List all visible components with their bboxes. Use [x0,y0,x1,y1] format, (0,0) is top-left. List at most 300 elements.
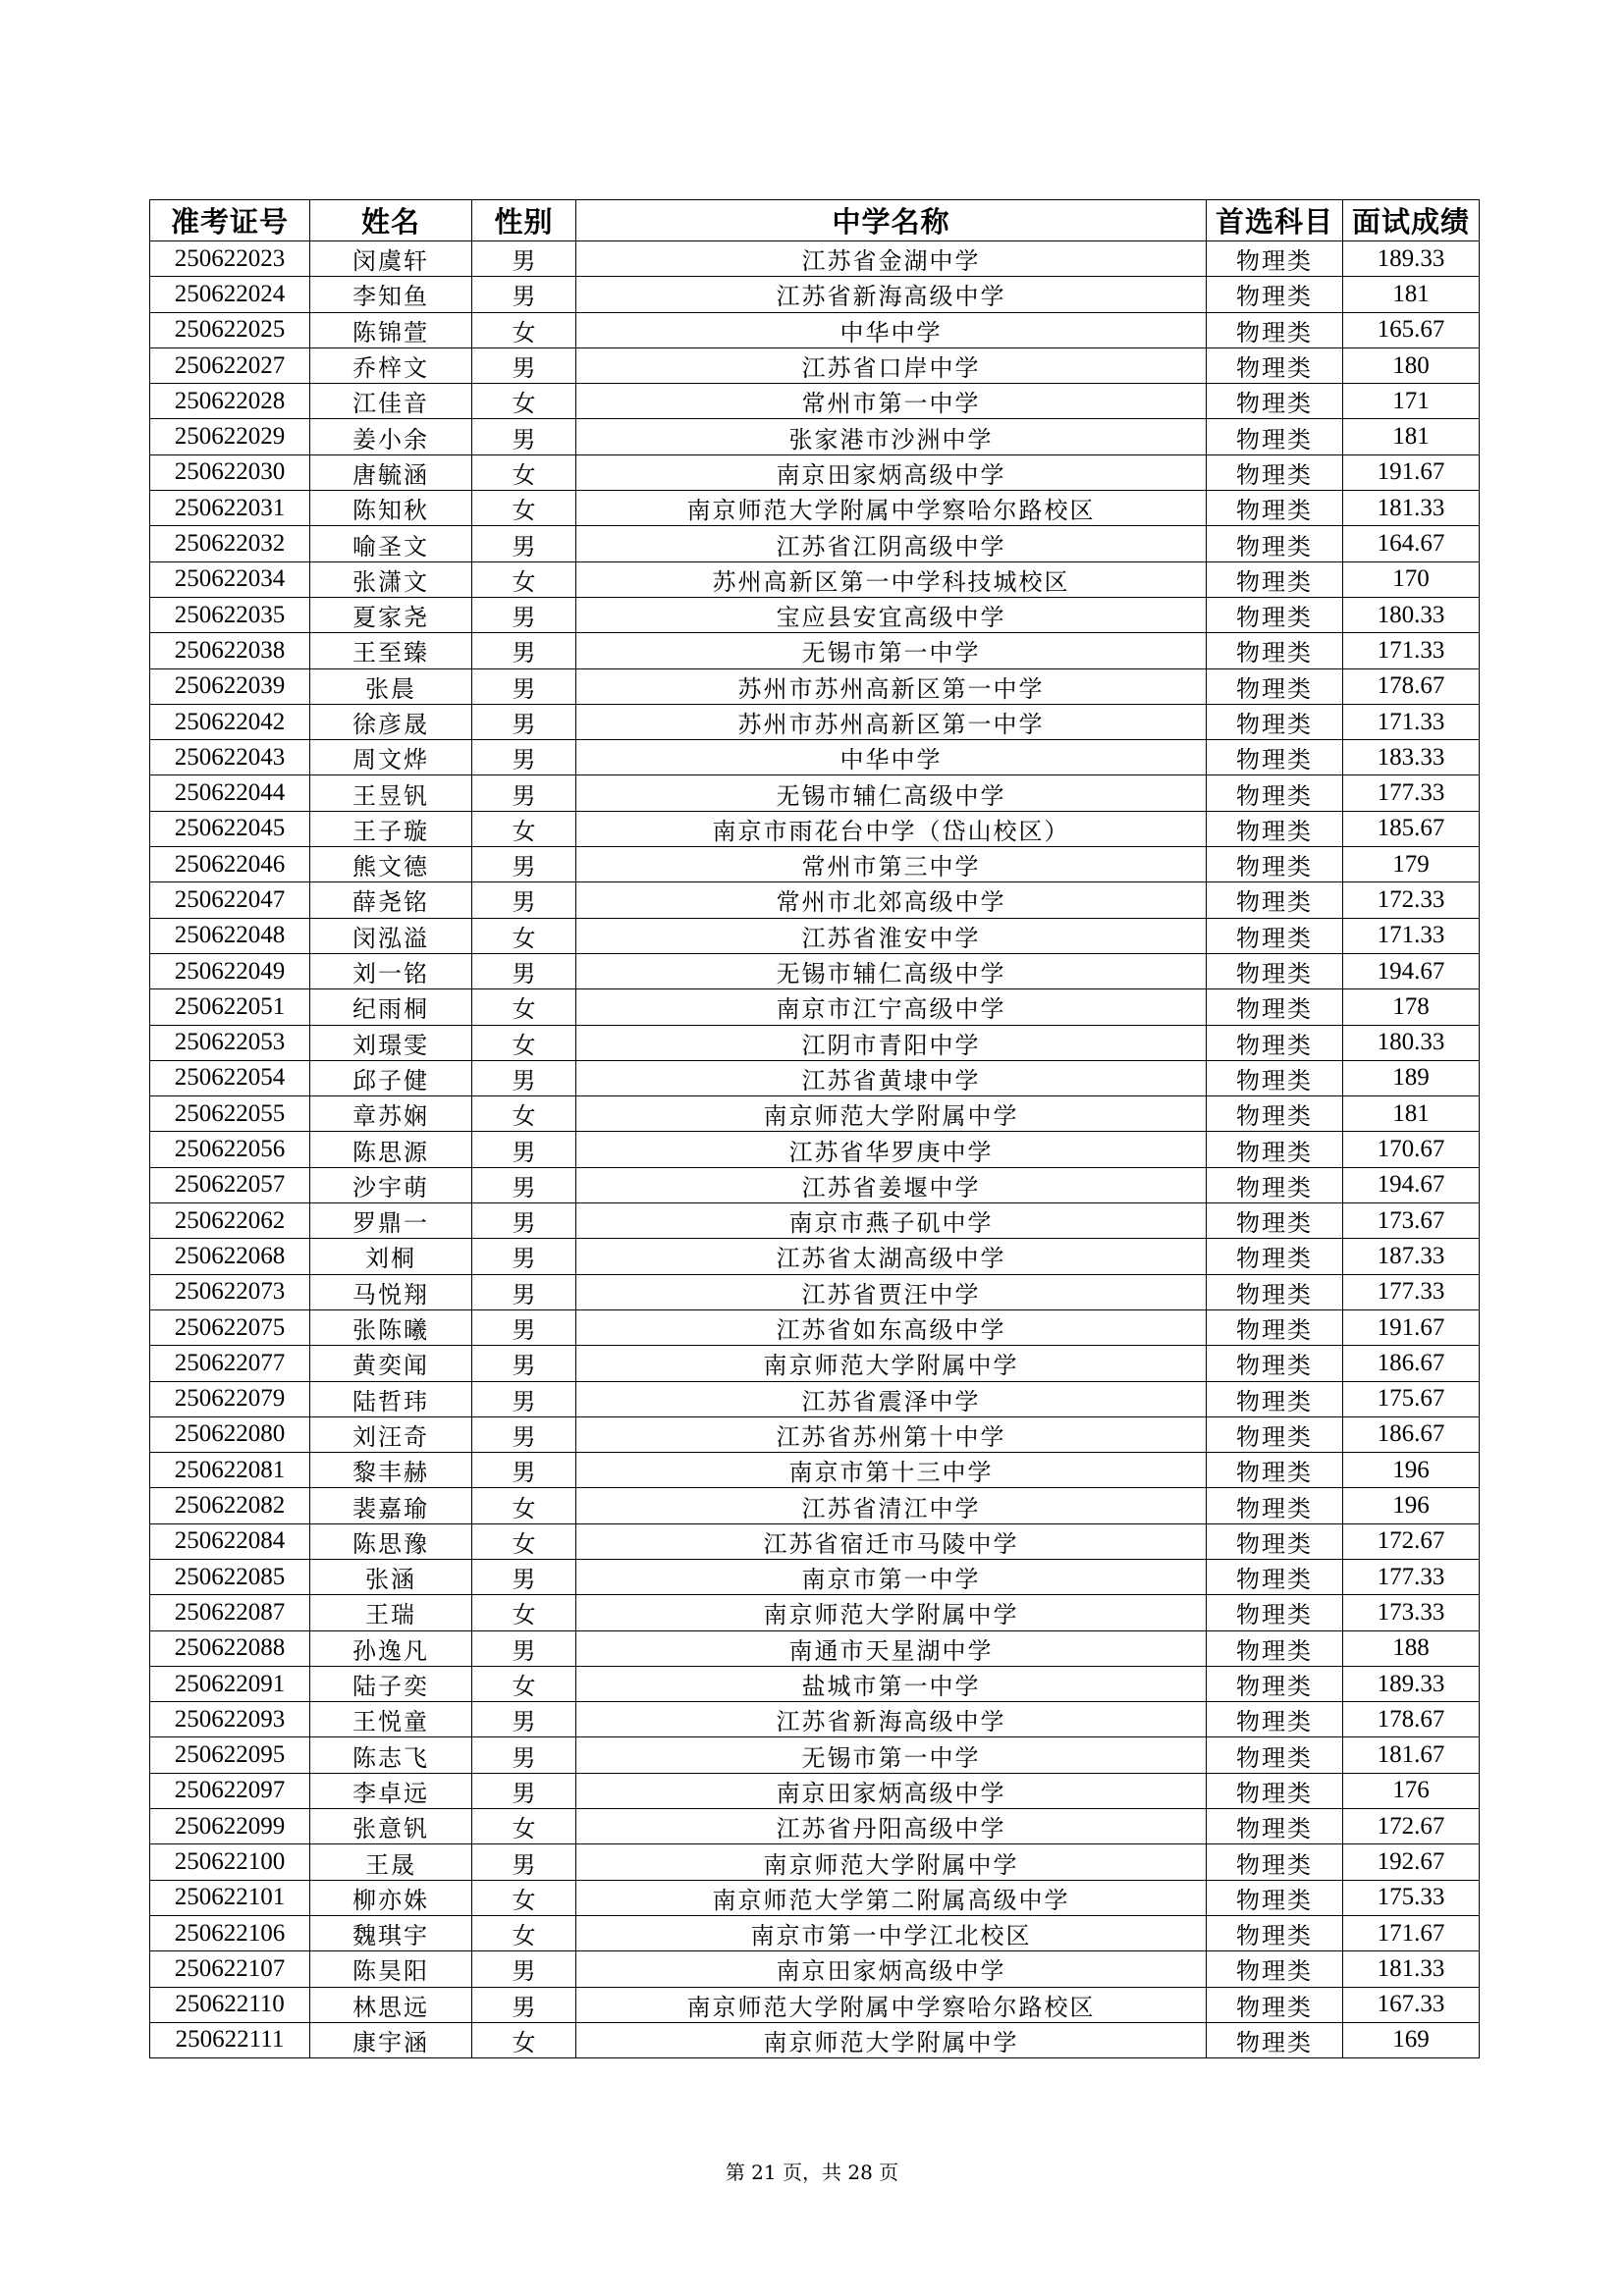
exam-id-cell: 250622077 [150,1346,310,1381]
exam-id-cell: 250622044 [150,775,310,811]
table-row [150,526,1480,561]
table-row [150,1132,1480,1167]
table-row [150,1523,1480,1559]
gender-cell: 女 [472,1595,576,1630]
score-cell: 187.33 [1343,1239,1480,1274]
name-cell: 王昱钒 [310,775,472,811]
score-cell: 177.33 [1343,775,1480,811]
exam-id-cell: 250622080 [150,1416,310,1452]
gender-cell: 男 [472,1737,576,1773]
name-cell: 张陈曦 [310,1309,472,1345]
subject-cell: 物理类 [1207,1773,1343,1808]
gender-cell: 男 [472,597,576,632]
gender-cell: 男 [472,1239,576,1274]
name-cell: 黄奕闻 [310,1346,472,1381]
table-row [150,1666,1480,1701]
score-cell: 192.67 [1343,1844,1480,1880]
school-cell: 盐城市第一中学 [576,1666,1207,1701]
subject-cell: 物理类 [1207,989,1343,1025]
exam-id-cell: 250622027 [150,347,310,383]
subject-cell: 物理类 [1207,1951,1343,1987]
name-cell: 李知鱼 [310,277,472,312]
school-cell: 南京师范大学附属中学 [576,2022,1207,2057]
subject-cell: 物理类 [1207,1523,1343,1559]
subject-cell: 物理类 [1207,384,1343,419]
results-table [149,199,1480,2058]
exam-id-cell: 250622062 [150,1203,310,1239]
score-cell: 176 [1343,1773,1480,1808]
table-row [150,241,1480,277]
gender-cell: 男 [472,1559,576,1594]
gender-cell: 男 [472,1346,576,1381]
table-row [150,1346,1480,1381]
exam-id-cell: 250622046 [150,847,310,882]
gender-cell: 男 [472,419,576,454]
school-cell: 江阴市青阳中学 [576,1025,1207,1060]
school-cell: 宝应县安宜高级中学 [576,597,1207,632]
subject-cell: 物理类 [1207,1203,1343,1239]
exam-id-cell: 250622054 [150,1060,310,1095]
gender-cell: 男 [472,1203,576,1239]
score-cell: 188 [1343,1630,1480,1666]
exam-id-cell: 250622106 [150,1915,310,1950]
score-cell: 191.67 [1343,1309,1480,1345]
gender-cell: 男 [472,1844,576,1880]
subject-cell: 物理类 [1207,740,1343,775]
name-cell: 沙宇萌 [310,1167,472,1202]
score-cell: 171.33 [1343,633,1480,668]
subject-cell: 物理类 [1207,882,1343,918]
subject-cell: 物理类 [1207,918,1343,953]
score-cell: 169 [1343,2022,1480,2057]
subject-cell: 物理类 [1207,1309,1343,1345]
subject-cell: 物理类 [1207,597,1343,632]
table-row [150,1453,1480,1488]
school-cell: 江苏省姜堰中学 [576,1167,1207,1202]
table-row [150,1167,1480,1202]
score-cell: 170.67 [1343,1132,1480,1167]
school-cell: 江苏省如东高级中学 [576,1309,1207,1345]
gender-cell: 男 [472,668,576,704]
subject-cell: 物理类 [1207,1702,1343,1737]
table-row [150,491,1480,526]
gender-cell: 男 [472,1060,576,1095]
name-cell: 刘汪奇 [310,1416,472,1452]
subject-cell: 物理类 [1207,704,1343,739]
exam-id-cell: 250622047 [150,882,310,918]
score-cell: 183.33 [1343,740,1480,775]
table-row [150,882,1480,918]
exam-id-cell: 250622110 [150,1987,310,2022]
score-cell: 177.33 [1343,1274,1480,1309]
exam-id-cell: 250622031 [150,491,310,526]
table-row [150,1915,1480,1950]
score-cell: 180.33 [1343,1025,1480,1060]
exam-id-cell: 250622101 [150,1880,310,1915]
name-cell: 江佳音 [310,384,472,419]
subject-cell: 物理类 [1207,811,1343,846]
name-cell: 陆子奕 [310,1666,472,1701]
table-row [150,704,1480,739]
school-cell: 南京市第一中学江北校区 [576,1915,1207,1950]
exam-id-cell: 250622100 [150,1844,310,1880]
gender-cell: 男 [472,1416,576,1452]
score-cell: 189 [1343,1060,1480,1095]
score-cell: 165.67 [1343,312,1480,347]
score-cell: 181.33 [1343,491,1480,526]
subject-cell: 物理类 [1207,561,1343,597]
table-row [150,1595,1480,1630]
score-cell: 171 [1343,384,1480,419]
table-row [150,918,1480,953]
exam-id-cell: 250622079 [150,1381,310,1416]
gender-cell: 男 [472,277,576,312]
exam-id-cell: 250622099 [150,1809,310,1844]
name-cell: 薛尧铭 [310,882,472,918]
gender-cell: 男 [472,847,576,882]
gender-cell: 女 [472,1809,576,1844]
table-row [150,740,1480,775]
subject-cell: 物理类 [1207,1346,1343,1381]
score-cell: 171.67 [1343,1915,1480,1950]
table-row [150,1987,1480,2022]
subject-cell: 物理类 [1207,454,1343,490]
name-cell: 李卓远 [310,1773,472,1808]
score-cell: 186.67 [1343,1346,1480,1381]
score-cell: 172.33 [1343,882,1480,918]
school-cell: 江苏省清江中学 [576,1488,1207,1523]
exam-id-cell: 250622029 [150,419,310,454]
gender-cell: 男 [472,1773,576,1808]
table-row [150,1559,1480,1594]
exam-id-cell: 250622084 [150,1523,310,1559]
gender-cell: 男 [472,953,576,988]
name-cell: 陈昊阳 [310,1951,472,1987]
school-cell: 常州市第一中学 [576,384,1207,419]
gender-cell: 男 [472,1951,576,1987]
table-row [150,312,1480,347]
subject-cell: 物理类 [1207,1488,1343,1523]
exam-id-cell: 250622111 [150,2022,310,2057]
table-row [150,1773,1480,1808]
table-row [150,1274,1480,1309]
name-cell: 纪雨桐 [310,989,472,1025]
exam-id-cell: 250622053 [150,1025,310,1060]
gender-cell: 女 [472,1096,576,1132]
name-cell: 王子璇 [310,811,472,846]
school-cell: 苏州高新区第一中学科技城校区 [576,561,1207,597]
school-cell: 南京师范大学第二附属高级中学 [576,1880,1207,1915]
table-row [150,775,1480,811]
score-cell: 173.67 [1343,1203,1480,1239]
table-body [150,241,1480,2058]
gender-cell: 女 [472,1915,576,1950]
exam-id-cell: 250622034 [150,561,310,597]
school-cell: 苏州市苏州高新区第一中学 [576,668,1207,704]
table-row [150,1416,1480,1452]
exam-id-cell: 250622049 [150,953,310,988]
name-cell: 陈锦萱 [310,312,472,347]
school-cell: 江苏省太湖高级中学 [576,1239,1207,1274]
score-cell: 173.33 [1343,1595,1480,1630]
name-cell: 孙逸凡 [310,1630,472,1666]
name-cell: 裴嘉瑜 [310,1488,472,1523]
exam-id-cell: 250622042 [150,704,310,739]
gender-cell: 男 [472,241,576,277]
score-cell: 171.33 [1343,918,1480,953]
subject-cell: 物理类 [1207,1987,1343,2022]
score-cell: 191.67 [1343,454,1480,490]
subject-cell: 物理类 [1207,2022,1343,2057]
gender-cell: 男 [472,740,576,775]
subject-cell: 物理类 [1207,277,1343,312]
exam-id-cell: 250622081 [150,1453,310,1488]
gender-cell: 女 [472,384,576,419]
table-row [150,1844,1480,1880]
name-cell: 柳亦姝 [310,1880,472,1915]
gender-cell: 女 [472,811,576,846]
name-cell: 张意钒 [310,1809,472,1844]
school-cell: 南京师范大学附属中学察哈尔路校区 [576,1987,1207,2022]
exam-id-cell: 250622035 [150,597,310,632]
exam-id-cell: 250622023 [150,241,310,277]
school-cell: 江苏省华罗庚中学 [576,1132,1207,1167]
name-cell: 王至臻 [310,633,472,668]
school-cell: 江苏省新海高级中学 [576,1702,1207,1737]
table-row [150,1702,1480,1737]
gender-cell: 女 [472,561,576,597]
school-cell: 南京市雨花台中学（岱山校区） [576,811,1207,846]
gender-cell: 女 [472,454,576,490]
school-cell: 江苏省口岸中学 [576,347,1207,383]
gender-cell: 男 [472,1453,576,1488]
exam-id-cell: 250622038 [150,633,310,668]
score-cell: 171.33 [1343,704,1480,739]
score-cell: 178.67 [1343,1702,1480,1737]
school-cell: 南京市第一中学 [576,1559,1207,1594]
score-cell: 179 [1343,847,1480,882]
subject-cell: 物理类 [1207,1096,1343,1132]
score-cell: 172.67 [1343,1809,1480,1844]
exam-id-cell: 250622030 [150,454,310,490]
table-row [150,1060,1480,1095]
exam-id-cell: 250622107 [150,1951,310,1987]
gender-cell: 女 [472,491,576,526]
subject-cell: 物理类 [1207,1025,1343,1060]
name-cell: 唐毓涵 [310,454,472,490]
subject-cell: 物理类 [1207,633,1343,668]
school-cell: 南京师范大学附属中学 [576,1096,1207,1132]
gender-cell: 男 [472,1274,576,1309]
subject-cell: 物理类 [1207,1915,1343,1950]
name-cell: 陈志飞 [310,1737,472,1773]
table-row [150,384,1480,419]
table-row [150,1951,1480,1987]
gender-cell: 男 [472,526,576,561]
score-cell: 172.67 [1343,1523,1480,1559]
gender-cell: 男 [472,1167,576,1202]
subject-cell: 物理类 [1207,1666,1343,1701]
table-row [150,1025,1480,1060]
school-cell: 江苏省金湖中学 [576,241,1207,277]
exam-id-cell: 250622051 [150,989,310,1025]
school-cell: 无锡市第一中学 [576,1737,1207,1773]
table-row [150,953,1480,988]
header-gender: 性别 [472,200,576,241]
table-row [150,1630,1480,1666]
subject-cell: 物理类 [1207,1630,1343,1666]
table-row [150,989,1480,1025]
table-row [150,1203,1480,1239]
score-cell: 181.67 [1343,1737,1480,1773]
table-row [150,1309,1480,1345]
name-cell: 喻圣文 [310,526,472,561]
table-row [150,597,1480,632]
table-row [150,347,1480,383]
table-row [150,561,1480,597]
school-cell: 张家港市沙洲中学 [576,419,1207,454]
table-row [150,454,1480,490]
name-cell: 陈知秋 [310,491,472,526]
score-cell: 178 [1343,989,1480,1025]
score-cell: 180.33 [1343,597,1480,632]
exam-id-cell: 250622087 [150,1595,310,1630]
school-cell: 无锡市辅仁高级中学 [576,953,1207,988]
gender-cell: 男 [472,347,576,383]
school-cell: 无锡市辅仁高级中学 [576,775,1207,811]
score-cell: 180 [1343,347,1480,383]
score-cell: 186.67 [1343,1416,1480,1452]
name-cell: 闵虞轩 [310,241,472,277]
gender-cell: 男 [472,775,576,811]
page-footer: 第 21 页，共 28 页 [725,2161,899,2184]
name-cell: 张潇文 [310,561,472,597]
name-cell: 闵泓溢 [310,918,472,953]
exam-id-cell: 250622097 [150,1773,310,1808]
exam-id-cell: 250622039 [150,668,310,704]
score-cell: 189.33 [1343,1666,1480,1701]
score-cell: 189.33 [1343,241,1480,277]
subject-cell: 物理类 [1207,1453,1343,1488]
school-cell: 江苏省丹阳高级中学 [576,1809,1207,1844]
header-exam-id: 准考证号 [150,200,310,241]
table-row [150,1381,1480,1416]
name-cell: 乔梓文 [310,347,472,383]
subject-cell: 物理类 [1207,1132,1343,1167]
subject-cell: 物理类 [1207,1809,1343,1844]
table-row [150,277,1480,312]
school-cell: 江苏省震泽中学 [576,1381,1207,1416]
subject-cell: 物理类 [1207,1167,1343,1202]
score-cell: 196 [1343,1488,1480,1523]
table-row [150,419,1480,454]
gender-cell: 男 [472,1702,576,1737]
subject-cell: 物理类 [1207,668,1343,704]
school-cell: 南京田家炳高级中学 [576,454,1207,490]
name-cell: 陈思源 [310,1132,472,1167]
table-row [150,811,1480,846]
school-cell: 南京师范大学附属中学 [576,1595,1207,1630]
school-cell: 南通市天星湖中学 [576,1630,1207,1666]
name-cell: 徐彦晟 [310,704,472,739]
gender-cell: 男 [472,1987,576,2022]
subject-cell: 物理类 [1207,1595,1343,1630]
school-cell: 苏州市苏州高新区第一中学 [576,704,1207,739]
exam-id-cell: 250622088 [150,1630,310,1666]
score-cell: 164.67 [1343,526,1480,561]
exam-id-cell: 250622045 [150,811,310,846]
name-cell: 罗鼎一 [310,1203,472,1239]
subject-cell: 物理类 [1207,847,1343,882]
exam-id-cell: 250622055 [150,1096,310,1132]
name-cell: 邱子健 [310,1060,472,1095]
name-cell: 张晨 [310,668,472,704]
school-cell: 中华中学 [576,740,1207,775]
exam-id-cell: 250622032 [150,526,310,561]
gender-cell: 女 [472,1488,576,1523]
score-cell: 181 [1343,419,1480,454]
header-school: 中学名称 [576,200,1207,241]
subject-cell: 物理类 [1207,1381,1343,1416]
name-cell: 周文烨 [310,740,472,775]
table-row [150,1096,1480,1132]
subject-cell: 物理类 [1207,1880,1343,1915]
score-cell: 194.67 [1343,953,1480,988]
name-cell: 章苏娴 [310,1096,472,1132]
name-cell: 刘一铭 [310,953,472,988]
header-subject: 首选科目 [1207,200,1343,241]
exam-id-cell: 250622085 [150,1559,310,1594]
gender-cell: 男 [472,704,576,739]
header-name: 姓名 [310,200,472,241]
name-cell: 陆哲玮 [310,1381,472,1416]
score-cell: 181 [1343,1096,1480,1132]
gender-cell: 男 [472,1381,576,1416]
score-cell: 181 [1343,277,1480,312]
exam-id-cell: 250622068 [150,1239,310,1274]
score-cell: 185.67 [1343,811,1480,846]
name-cell: 黎丰赫 [310,1453,472,1488]
school-cell: 南京市江宁高级中学 [576,989,1207,1025]
subject-cell: 物理类 [1207,1060,1343,1095]
exam-id-cell: 250622093 [150,1702,310,1737]
name-cell: 夏家尧 [310,597,472,632]
exam-id-cell: 250622095 [150,1737,310,1773]
name-cell: 刘桐 [310,1239,472,1274]
name-cell: 林思远 [310,1987,472,2022]
table-row [150,1880,1480,1915]
table-row [150,1737,1480,1773]
school-cell: 南京田家炳高级中学 [576,1951,1207,1987]
name-cell: 王瑞 [310,1595,472,1630]
table-row [150,2022,1480,2057]
subject-cell: 物理类 [1207,1239,1343,1274]
gender-cell: 男 [472,1132,576,1167]
subject-cell: 物理类 [1207,1844,1343,1880]
gender-cell: 男 [472,1309,576,1345]
exam-id-cell: 250622048 [150,918,310,953]
subject-cell: 物理类 [1207,953,1343,988]
exam-id-cell: 250622075 [150,1309,310,1345]
school-cell: 南京师范大学附属中学 [576,1346,1207,1381]
subject-cell: 物理类 [1207,1416,1343,1452]
gender-cell: 女 [472,2022,576,2057]
subject-cell: 物理类 [1207,1274,1343,1309]
school-cell: 江苏省新海高级中学 [576,277,1207,312]
school-cell: 中华中学 [576,312,1207,347]
exam-id-cell: 250622073 [150,1274,310,1309]
score-cell: 196 [1343,1453,1480,1488]
